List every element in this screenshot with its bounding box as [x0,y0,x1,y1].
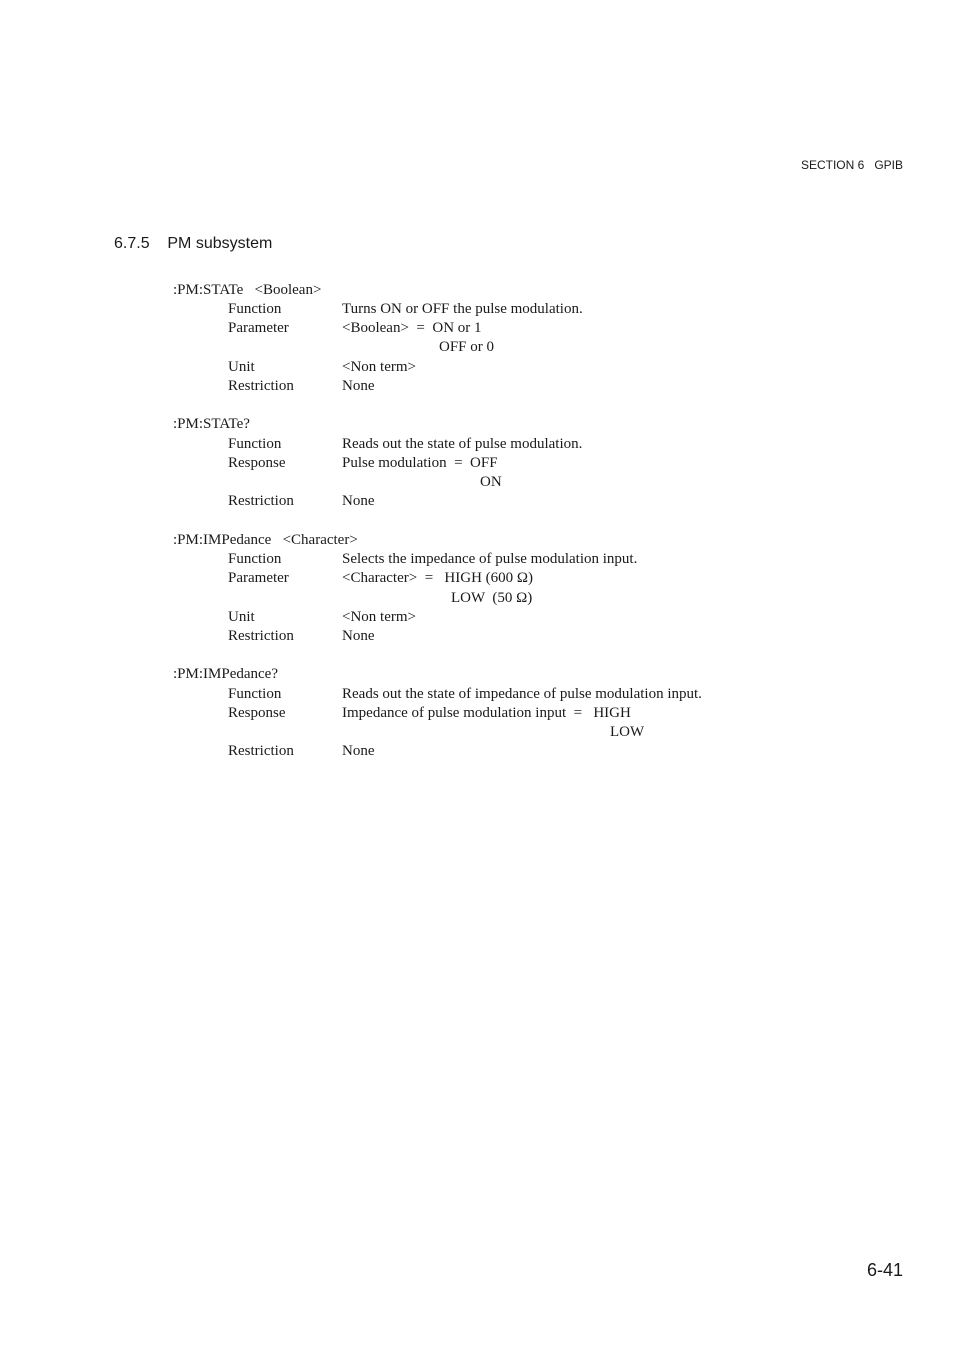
row-value: None [342,743,375,759]
command-syntax: :PM:STATe? [173,416,250,432]
command-syntax: :PM:STATe <Boolean> [173,282,322,298]
row-value: <Character> = HIGH (600 Ω) [342,570,534,586]
running-header: SECTION 6 GPIB [800,158,903,172]
page-number: 6-41 [866,1260,903,1280]
row-value-continued: LOW (50 Ω) [451,590,533,606]
row-value: <Boolean> = ON or 1 [342,320,482,336]
row-label: Restriction [228,493,294,509]
row-value-continued: OFF or 0 [439,339,495,355]
row-label: Function [228,436,282,452]
row-label: Response [228,455,286,471]
row-value: None [342,378,375,394]
command-syntax: :PM:IMPedance <Character> [173,532,358,548]
row-value-continued: LOW [610,724,645,740]
row-label: Restriction [228,628,294,644]
row-label: Function [228,301,282,317]
row-value: None [342,628,375,644]
row-value: Reads out the state of impedance of pulse modulation input. [342,686,702,702]
section-title: PM subsystem [167,235,273,252]
row-value: Pulse modulation = OFF [342,455,498,471]
section-heading [114,235,272,253]
row-value: Turns ON or OFF the pulse modulation. [342,301,583,317]
row-value-continued: ON [480,474,502,490]
row-value: <Non term> [342,609,416,625]
row-label: Restriction [228,378,294,394]
row-label: Unit [228,609,255,625]
row-label: Unit [228,359,255,375]
row-value: None [342,493,375,509]
row-label: Response [228,705,286,721]
row-label: Parameter [228,570,289,586]
row-label: Parameter [228,320,289,336]
section-number: 6.7.5 [114,235,150,252]
command-syntax: :PM:IMPedance? [173,666,278,682]
row-value: Impedance of pulse modulation input = HIGH [342,705,631,721]
row-value: <Non term> [342,359,416,375]
row-value: Reads out the state of pulse modulation. [342,436,583,452]
row-label: Restriction [228,743,294,759]
row-value: Selects the impedance of pulse modulation input. [342,551,638,567]
row-label: Function [228,551,282,567]
row-label: Function [228,686,282,702]
